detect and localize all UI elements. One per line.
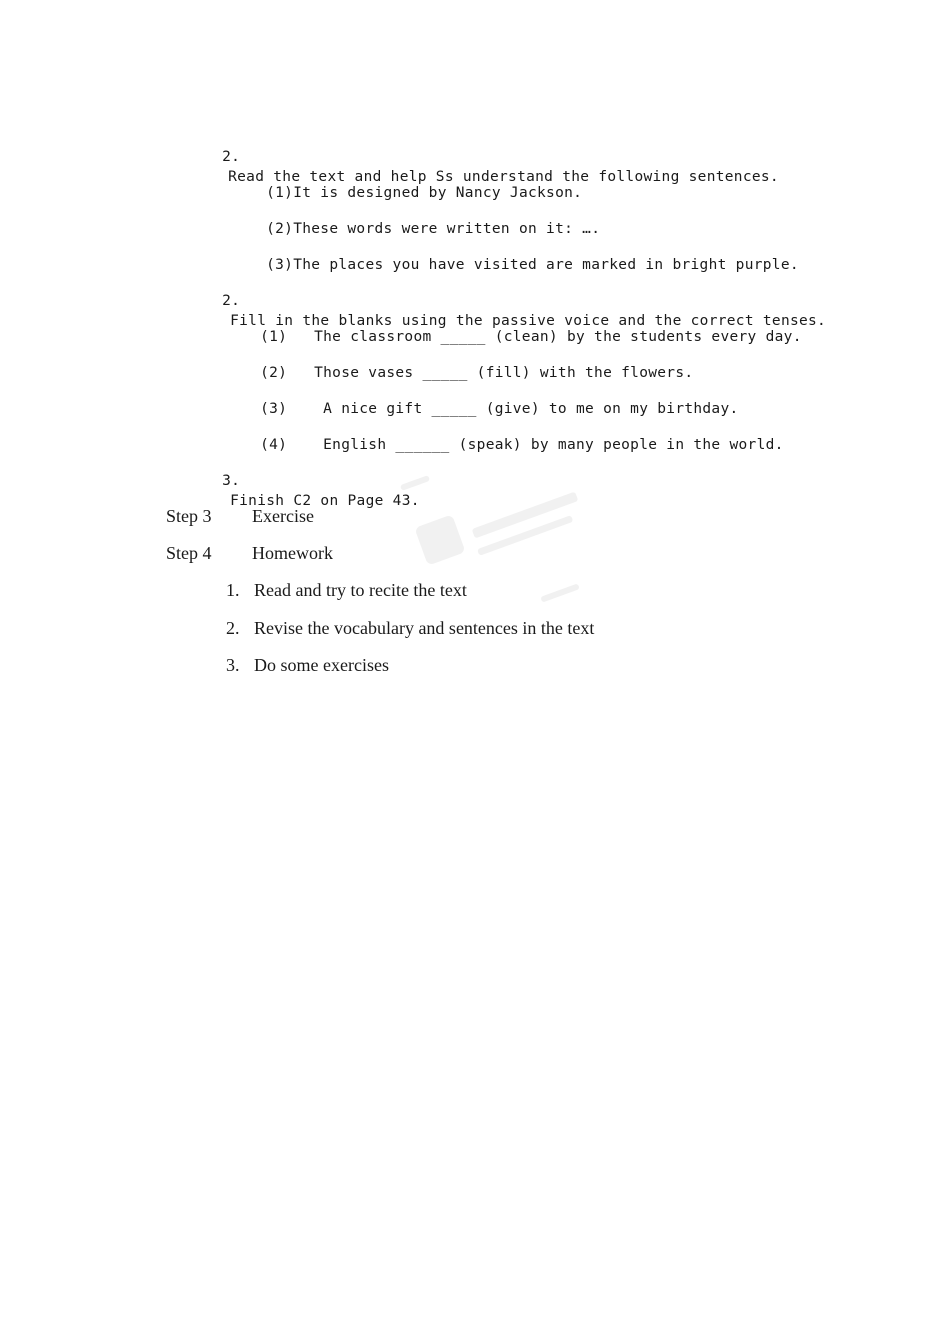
sub-item-text: A nice gift _____ (give) to me on my birthday. — [314, 401, 739, 417]
homework-number: 3. — [226, 655, 240, 675]
homework-text: Read and try to recite the text — [254, 580, 467, 600]
sub-item-text: The classroom _____ (clean) by the students every day. — [314, 329, 802, 345]
step-label: Step 3 — [166, 506, 212, 526]
sub-item-text: These words were written on it: …. — [293, 221, 601, 237]
step-title: Exercise — [252, 506, 314, 526]
sub-item-text: It is designed by Nancy Jackson. — [293, 185, 583, 201]
sub-item-number: (1) — [266, 185, 294, 201]
item-number: 2. — [222, 149, 241, 165]
item-text: Read the text and help Ss understand the following sentences. — [228, 169, 779, 185]
homework-text: Do some exercises — [254, 655, 389, 675]
item-text: Finish C2 on Page 43. — [230, 493, 420, 509]
step-label: Step 4 — [166, 543, 212, 563]
item-number: 3. — [222, 473, 241, 489]
sub-item-number: (3) — [266, 257, 294, 273]
item-text: Fill in the blanks using the passive voice and the correct tenses. — [230, 313, 827, 329]
homework-number: 1. — [226, 580, 240, 600]
sub-item-number: (2) — [260, 365, 288, 381]
homework-number: 2. — [226, 618, 240, 638]
homework-text: Revise the vocabulary and sentences in the text — [254, 618, 595, 638]
sub-item-text: The places you have visited are marked in bright purple. — [293, 257, 799, 273]
sub-item-number: (1) — [260, 329, 288, 345]
sub-item-number: (3) — [260, 401, 288, 417]
list-item — [208, 635, 389, 695]
sub-item-text: Those vases _____ (fill) with the flowers. — [314, 365, 694, 381]
sub-item-number: (4) — [260, 437, 288, 453]
step-title: Homework — [252, 543, 333, 563]
sub-item-text: English ______ (speak) by many people in the world. — [314, 437, 784, 453]
sub-item-number: (2) — [266, 221, 294, 237]
item-number: 2. — [222, 293, 241, 309]
